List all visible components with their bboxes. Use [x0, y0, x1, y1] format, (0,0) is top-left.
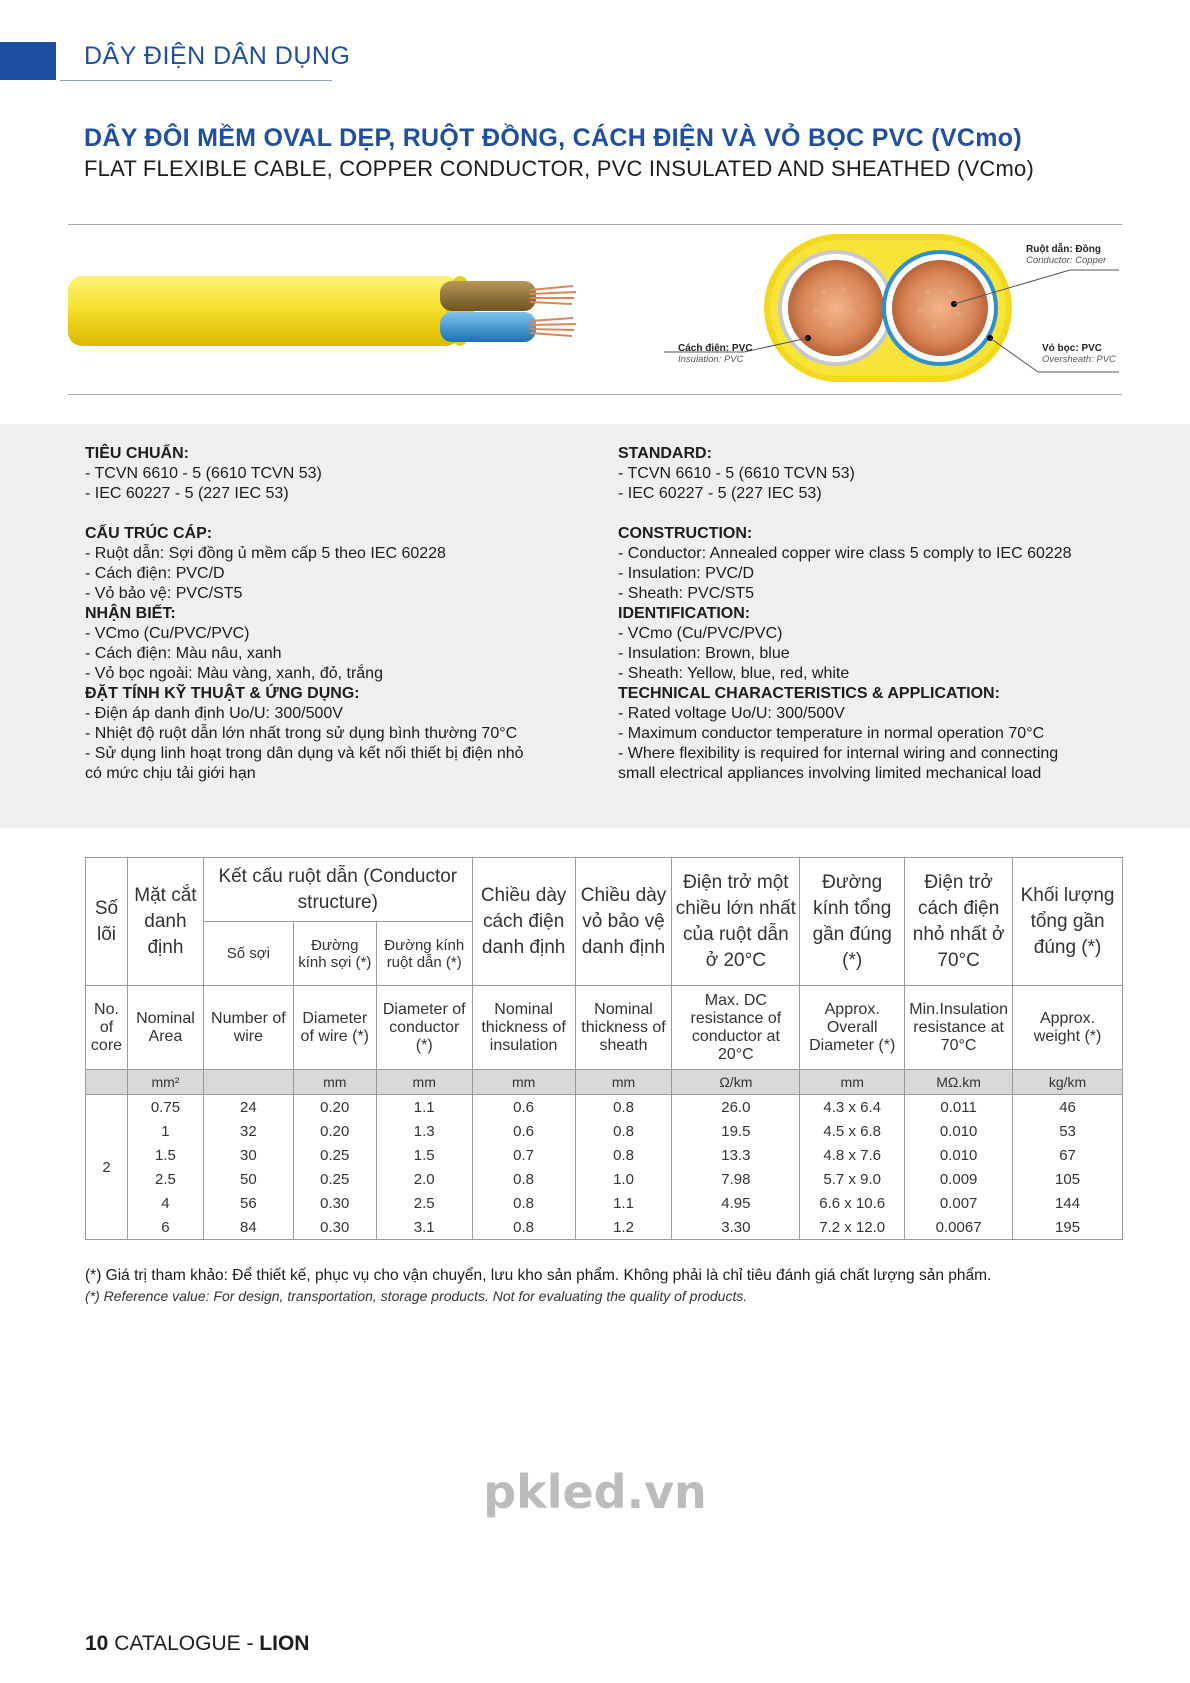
table-cell: 0.6: [472, 1119, 575, 1143]
header-num-wire-vn: Số sợi: [203, 922, 293, 986]
header-dia-conductor-vn: Đường kính ruột dẫn (*): [376, 922, 472, 986]
table-cell: 0.7: [472, 1143, 575, 1167]
table-cell: 105: [1013, 1167, 1123, 1191]
unit-cell: [86, 1070, 128, 1095]
header-resistance-en: Max. DC resistance of conductor at 20°C: [672, 986, 800, 1070]
table-cell: 0.75: [127, 1095, 203, 1120]
spec-column-vn: [85, 444, 605, 784]
identification-heading-en: IDENTIFICATION:: [618, 605, 751, 622]
header-cores-vn: Số lõi: [86, 858, 128, 986]
unit-cell: kg/km: [1013, 1070, 1123, 1095]
construction-heading-en: CONSTRUCTION:: [618, 525, 753, 542]
table-cell: 56: [203, 1191, 293, 1215]
unit-cell: mm: [472, 1070, 575, 1095]
identification-line: - Insulation: Brown, blue: [618, 645, 790, 662]
unit-cell: mm: [575, 1070, 672, 1095]
table-cell: 2.5: [376, 1191, 472, 1215]
header-sheath-thickness-vn: Chiều dày vỏ bảo vệ danh định: [575, 858, 672, 986]
standard-heading-en: STANDARD:: [618, 445, 712, 462]
table-cell: 32: [203, 1119, 293, 1143]
table-cell: 2.0: [376, 1167, 472, 1191]
table-cell: 4: [127, 1191, 203, 1215]
table-cell: 0.8: [472, 1167, 575, 1191]
header-dia-conductor-en: Diameter of conductor (*): [376, 986, 472, 1070]
header-overall-dia-vn: Đường kính tổng gần đúng (*): [800, 858, 905, 986]
header-num-wire-en: Number of wire: [203, 986, 293, 1070]
header-ins-thickness-vn: Chiều dày cách điện danh định: [472, 858, 575, 986]
technical-line: - Nhiệt độ ruột dẫn lớn nhất trong sử dụng bình thường 70°C: [85, 725, 518, 742]
standard-line: - TCVN 6610 - 5 (6610 TCVN 53): [85, 465, 322, 482]
table-cell: 6: [127, 1215, 203, 1240]
table-cell: 4.5 x 6.8: [800, 1119, 905, 1143]
table-cell: 84: [203, 1215, 293, 1240]
standard-heading-vn: TIÊU CHUẨN:: [85, 445, 189, 462]
oversheath-label-en: Oversheath: PVC: [1042, 354, 1116, 365]
table-cell: 3.30: [672, 1215, 800, 1240]
construction-line: - Vỏ bảo vệ: PVC/ST5: [85, 585, 243, 602]
unit-cell: mm: [376, 1070, 472, 1095]
table-cell: 4.3 x 6.4: [800, 1095, 905, 1120]
table-row: [86, 1191, 1123, 1215]
spec-column-en: [618, 444, 1158, 784]
table-cell: 67: [1013, 1143, 1123, 1167]
table-cell: 46: [1013, 1095, 1123, 1120]
header-underline: [60, 80, 332, 81]
header-ins-thickness-en: Nominal thickness of insulation: [472, 986, 575, 1070]
identification-line: - Cách điện: Màu nâu, xanh: [85, 645, 282, 662]
standard-line: - IEC 60227 - 5 (227 IEC 53): [85, 485, 289, 502]
page-footer: [85, 1632, 309, 1656]
table-cell: 7.2 x 12.0: [800, 1215, 905, 1240]
table-cell: 0.25: [293, 1143, 376, 1167]
technical-line: - Sử dụng linh hoạt trong dân dụng và kết nối thiết bị điện nhỏ: [85, 745, 524, 762]
conductor-label-en: Conductor: Copper: [1026, 255, 1107, 266]
construction-line: - Insulation: PVC/D: [618, 565, 755, 582]
table-cell: 19.5: [672, 1119, 800, 1143]
unit-cell: MΩ.km: [905, 1070, 1013, 1095]
table-cell: 0.0067: [905, 1215, 1013, 1240]
unit-cell: mm²: [127, 1070, 203, 1095]
table-cell: 5.7 x 9.0: [800, 1167, 905, 1191]
header-ins-resistance-vn: Điện trở cách điện nhỏ nhất ở 70°C: [905, 858, 1013, 986]
section-title: DÂY ĐIỆN DÂN DỤNG: [84, 42, 351, 70]
insulation-callout: [678, 343, 752, 365]
table-cell: 0.011: [905, 1095, 1013, 1120]
header-weight-en: Approx. weight (*): [1013, 986, 1123, 1070]
unit-cell: [203, 1070, 293, 1095]
technical-line: có mức chịu tải giới hạn: [85, 765, 256, 782]
header-dia-wire-vn: Đường kính sợi (*): [293, 922, 376, 986]
header-sheath-thickness-en: Nominal thickness of sheath: [575, 986, 672, 1070]
standard-line: - TCVN 6610 - 5 (6610 TCVN 53): [618, 465, 855, 482]
table-cell: 3.1: [376, 1215, 472, 1240]
table-row: [86, 1095, 1123, 1120]
product-title-en: FLAT FLEXIBLE CABLE, COPPER CONDUCTOR, PVC INSULATED AND SHEATHED (VCmo): [84, 156, 1035, 181]
table-cell: 0.30: [293, 1215, 376, 1240]
cable-side-illustration: [68, 262, 588, 362]
table-cell: 1.5: [376, 1143, 472, 1167]
table-cell: 53: [1013, 1119, 1123, 1143]
table-cell: 1.3: [376, 1119, 472, 1143]
technical-line: - Maximum conductor temperature in normal operation 70°C: [618, 725, 1045, 742]
page-number: 10: [85, 1632, 109, 1655]
table-cell: 1.0: [575, 1167, 672, 1191]
table-row: [86, 1143, 1123, 1167]
table-row: [86, 1167, 1123, 1191]
table-cell: 0.007: [905, 1191, 1013, 1215]
technical-line: - Where flexibility is required for internal wiring and connecting: [618, 745, 1059, 762]
table-cell: 4.8 x 7.6: [800, 1143, 905, 1167]
footer-catalogue: CATALOGUE -: [114, 1632, 260, 1655]
reference-note-en: (*) Reference value: For design, transportation, storage products. Not for evaluating the quality of products.: [85, 1288, 748, 1304]
table-cell: 50: [203, 1167, 293, 1191]
core-count-cell: 2: [86, 1095, 128, 1240]
header-accent-bar: [0, 42, 56, 80]
technical-line: - Rated voltage Uo/U: 300/500V: [618, 705, 845, 722]
table-cell: 144: [1013, 1191, 1123, 1215]
spec-table: [85, 857, 1123, 1240]
header-area-en: Nominal Area: [127, 986, 203, 1070]
table-cell: 0.010: [905, 1143, 1013, 1167]
table-cell: 0.8: [575, 1143, 672, 1167]
table-cell: 0.20: [293, 1095, 376, 1120]
table-cell: 1.2: [575, 1215, 672, 1240]
product-title-vn: DÂY ĐÔI MỀM OVAL DẸP, RUỘT ĐỒNG, CÁCH ĐIỆN VÀ VỎ BỌC PVC (VCmo): [84, 124, 1022, 152]
unit-cell: Ω/km: [672, 1070, 800, 1095]
header-cores-en: No. of core: [86, 986, 128, 1070]
table-cell: 1.5: [127, 1143, 203, 1167]
identification-line: - Sheath: Yellow, blue, red, white: [618, 665, 850, 682]
table-cell: 1.1: [376, 1095, 472, 1120]
table-cell: 24: [203, 1095, 293, 1120]
table-header-row: [86, 858, 1123, 922]
table-cell: 0.8: [472, 1191, 575, 1215]
table-cell: 4.95: [672, 1191, 800, 1215]
oversheath-callout: [1042, 343, 1116, 365]
image-bottom-rule: [68, 394, 1122, 395]
table-cell: 7.98: [672, 1167, 800, 1191]
header-structure-vn: Kết cấu ruột dẫn (Conductor structure): [203, 858, 472, 922]
unit-cell: mm: [293, 1070, 376, 1095]
construction-line: - Sheath: PVC/ST5: [618, 585, 755, 602]
technical-line: small electrical appliances involving limited mechanical load: [618, 765, 1042, 782]
table-cell: 0.009: [905, 1167, 1013, 1191]
table-cell: 6.6 x 10.6: [800, 1191, 905, 1215]
insulation-label-vn: Cách điện: PVC: [678, 343, 753, 354]
header-overall-dia-en: Approx. Overall Diameter (*): [800, 986, 905, 1070]
table-cell: 2.5: [127, 1167, 203, 1191]
footer-brand: LION: [259, 1632, 310, 1655]
table-cell: 26.0: [672, 1095, 800, 1120]
table-cell: 0.8: [575, 1095, 672, 1120]
insulation-label-en: Insulation: PVC: [678, 354, 744, 365]
watermark: pkled.vn: [483, 1465, 707, 1519]
standard-line: - IEC 60227 - 5 (227 IEC 53): [618, 485, 822, 502]
conductor-label-vn: Ruột dẫn: Đồng: [1026, 244, 1101, 255]
technical-heading-en: TECHNICAL CHARACTERISTICS & APPLICATION:: [618, 685, 1000, 702]
table-cell: 0.25: [293, 1167, 376, 1191]
table-cell: 0.8: [472, 1215, 575, 1240]
table-cell: 0.30: [293, 1191, 376, 1215]
table-cell: 1: [127, 1119, 203, 1143]
reference-note-vn: (*) Giá trị tham khảo: Để thiết kế, phục vụ cho vận chuyển, lưu kho sản phẩm. Không phải là chỉ tiêu đánh giá chất lượng sản phẩm.: [85, 1267, 992, 1284]
units-row: [86, 1070, 1123, 1095]
identification-heading-vn: NHẬN BIẾT:: [85, 605, 176, 622]
identification-line: - VCmo (Cu/PVC/PVC): [618, 625, 783, 642]
table-cell: 0.8: [575, 1119, 672, 1143]
header-resistance-vn: Điện trở một chiều lớn nhất của ruột dẫn ở 20°C: [672, 858, 800, 986]
header-ins-resistance-en: Min.Insulation resistance at 70°C: [905, 986, 1013, 1070]
technical-heading-vn: ĐẶT TÍNH KỸ THUẬT & ỨNG DỤNG:: [85, 685, 360, 702]
oversheath-label-vn: Vỏ bọc: PVC: [1042, 343, 1103, 354]
construction-heading-vn: CẤU TRÚC CÁP:: [85, 525, 213, 542]
construction-line: - Ruột dẫn: Sợi đồng ủ mềm cấp 5 theo IEC 60228: [85, 545, 446, 562]
identification-line: - Vỏ bọc ngoài: Màu vàng, xanh, đỏ, trắng: [85, 665, 383, 682]
table-cell: 0.20: [293, 1119, 376, 1143]
construction-line: - Cách điện: PVC/D: [85, 565, 225, 582]
table-cell: 13.3: [672, 1143, 800, 1167]
construction-line: - Conductor: Annealed copper wire class 5 comply to IEC 60228: [618, 545, 1072, 562]
header-dia-wire-en: Diameter of wire (*): [293, 986, 376, 1070]
table-cell: 1.1: [575, 1191, 672, 1215]
identification-line: - VCmo (Cu/PVC/PVC): [85, 625, 250, 642]
unit-cell: mm: [800, 1070, 905, 1095]
image-top-rule: [68, 224, 1122, 225]
header-area-vn: Mặt cắt danh định: [127, 858, 203, 986]
technical-line: - Điện áp danh định Uo/U: 300/500V: [85, 705, 343, 722]
table-cell: 0.6: [472, 1095, 575, 1120]
table-row: [86, 1215, 1123, 1240]
table-cell: 0.010: [905, 1119, 1013, 1143]
table-cell: 30: [203, 1143, 293, 1167]
table-cell: 195: [1013, 1215, 1123, 1240]
table-row: [86, 1119, 1123, 1143]
table-header-en-row: [86, 986, 1123, 1070]
conductor-callout: [1026, 244, 1106, 266]
header-weight-vn: Khối lượng tổng gần đúng (*): [1013, 858, 1123, 986]
